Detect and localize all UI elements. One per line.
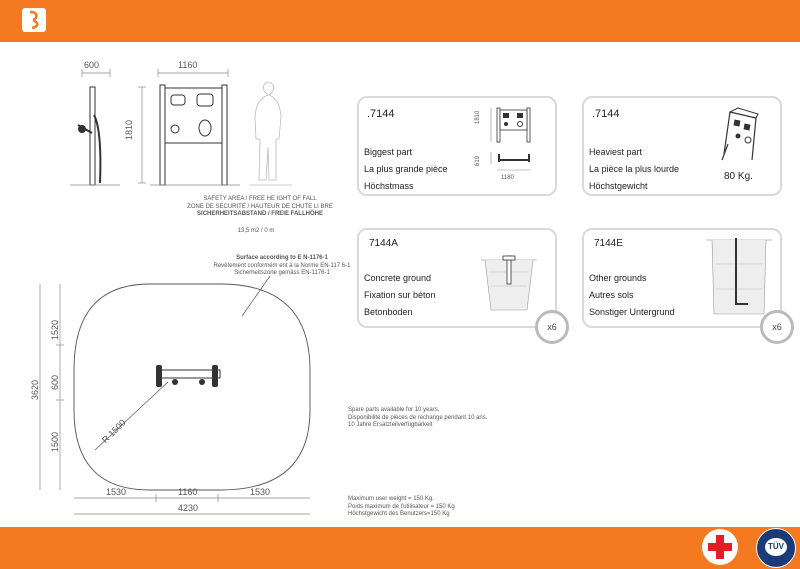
card-concrete-code: 7144A: [369, 238, 398, 249]
card-other-line-de: Sonstiger Untergrund: [589, 307, 675, 317]
footer-bar: [0, 527, 800, 569]
card-heaviest-part: [582, 96, 782, 196]
card-concrete-drawing: [481, 252, 537, 316]
card-biggest-line-fr: La plus grande pièce: [364, 164, 448, 174]
safety-line-en: SAFETY AREA / FREE HE IGHT OF FALL: [203, 196, 317, 202]
card-biggest-line-de: Höchstmass: [364, 181, 414, 191]
safety-area-text: [150, 196, 370, 219]
card-heaviest-drawing: [714, 104, 764, 164]
radius-label: R 1500: [100, 417, 128, 446]
dim-plan-total-v: 3620: [30, 379, 40, 400]
card-biggest-lines: [364, 144, 448, 195]
card-other-lines: [589, 270, 675, 321]
safety-value: 13,5 m2 / 0 m: [237, 228, 275, 234]
card-other-line-en: Other grounds: [589, 273, 647, 283]
red-cross-icon: [702, 529, 738, 565]
max-weight-en: Maximum user weight = 150 Kg.: [348, 496, 434, 502]
card-biggest-dim-w: 1180: [501, 175, 514, 181]
safety-line-fr: ZONE DE SECURITÉ / HAUTEUR DE CHUTE LI BRE: [187, 203, 333, 210]
spare-parts-en: Spare parts available for 10 years.: [348, 407, 440, 413]
surface-line-fr: Revêtement conformém ent à la Norme EN-117 6-1: [213, 262, 351, 269]
surface-line-de: Sicherheitszone gemäss EN-1176-1: [234, 270, 330, 276]
surface-line-en: Surface according to E N-1176-1: [236, 255, 328, 261]
dim-plan-right: 1530: [250, 487, 271, 497]
plan-drawing: [20, 270, 340, 520]
dim-plan-mid: 600: [50, 374, 60, 390]
card-concrete-lines: [364, 270, 436, 321]
card-heaviest-line-de: Höchstgewicht: [589, 181, 648, 191]
max-weight-de: Höchstgewicht des Benutzers=150 Kg: [348, 511, 450, 517]
dim-depth: 600: [84, 60, 100, 70]
card-biggest-part: [357, 96, 557, 196]
spare-parts-de: 10 Jahre Ersatzteilverfügbarkeit: [348, 422, 433, 428]
dim-plan-center: 1160: [178, 487, 198, 497]
card-other-drawing: [706, 234, 772, 318]
card-biggest-drawing: [487, 104, 547, 188]
card-biggest-dim-d: 610: [475, 155, 481, 166]
spare-parts-fr: Disponibilité de pièces de rechange pendant 10 ans.: [348, 414, 488, 421]
card-other-line-fr: Autres sols: [589, 290, 634, 300]
card-concrete-badge: x6: [535, 310, 569, 344]
card-biggest-line-en: Biggest part: [364, 147, 413, 157]
max-weight-text: [348, 496, 548, 519]
card-other-code: 7144E: [594, 238, 623, 249]
card-concrete-ground: [357, 228, 557, 332]
card-heaviest-line-fr: La pièce la plus lourde: [589, 164, 680, 174]
spare-parts-text: [348, 407, 548, 430]
dim-plan-left: 1530: [106, 487, 127, 497]
header-bar: [0, 0, 800, 42]
card-other-grounds: [582, 228, 782, 332]
dim-plan-bottom: 1500: [50, 431, 60, 452]
brand-logo-icon: [22, 8, 46, 32]
card-heaviest-code: .7144: [592, 108, 620, 120]
max-weight-fr: Poids maximum de l'utilisateur = 150 Kg: [348, 503, 455, 510]
safety-line-de: SICHERHEITSABSTAND / FREIE FALLHÖHE: [197, 211, 323, 217]
dim-plan-total-h: 4230: [178, 503, 199, 513]
elevation-drawing: [70, 55, 360, 195]
dim-plan-top: 1520: [50, 319, 60, 340]
card-heaviest-line-en: Heaviest part: [589, 147, 643, 157]
tuv-seal-icon: [756, 528, 796, 568]
card-concrete-line-de: Betonboden: [364, 307, 413, 317]
dim-width: 1160: [178, 60, 198, 70]
card-heaviest-weight: 80 Kg.: [724, 171, 753, 182]
dim-height: 1810: [124, 119, 134, 140]
card-biggest-dim-h: 1810: [475, 110, 481, 124]
card-heaviest-lines: [589, 144, 679, 195]
card-biggest-code: .7144: [367, 108, 395, 120]
tuv-label: TÜV: [765, 538, 787, 556]
card-other-badge: x6: [760, 310, 794, 344]
card-concrete-line-fr: Fixation sur béton: [364, 290, 436, 300]
card-concrete-line-en: Concrete ground: [364, 273, 432, 283]
